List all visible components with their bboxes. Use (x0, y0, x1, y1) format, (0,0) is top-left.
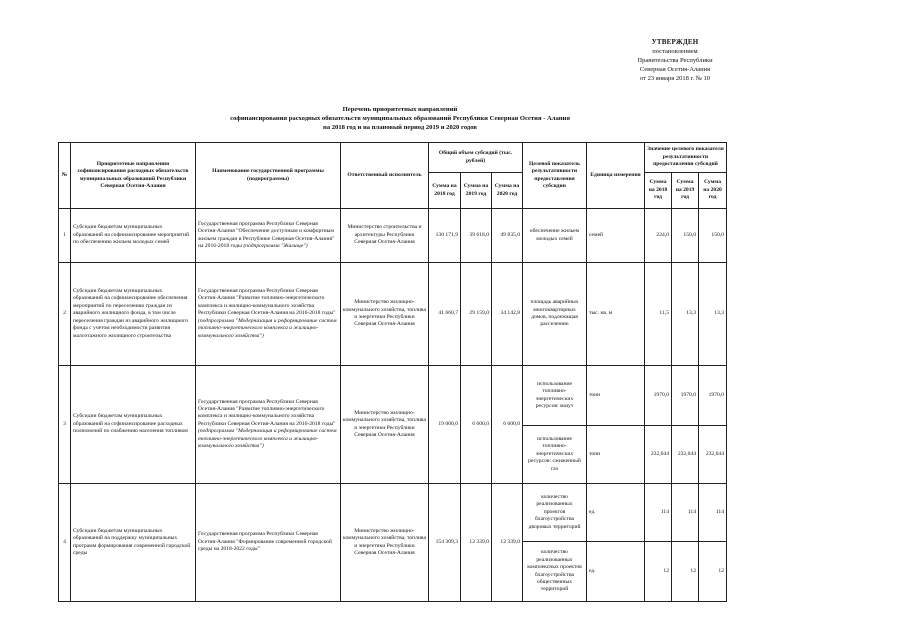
row-sum-2018: 19 000,0 (429, 366, 461, 484)
row-direction: Субсидии бюджетам муниципальных образований на софинансирование обеспечения мероприятий по переселению граждан из аварийного жилищного фонда, в том числе переселения граждан из аварийного жилищного фонда с учетом необходимости развития малоэтажного жилищного строительства (71, 263, 196, 366)
subprogram-name: (подпрограмма "Жилище") (243, 242, 308, 249)
approval-line: Северная Осетия-Алания (639, 66, 711, 73)
row-target-2019: 13,3 (672, 263, 699, 366)
approval-line: Правительства Республики (637, 57, 713, 64)
approval-line: постановлением (652, 48, 698, 55)
table-row (59, 484, 727, 542)
row-sum-2019: 12 339,0 (461, 484, 492, 602)
row-target-2019: 1970,0 (672, 366, 699, 426)
row-num: 4 (59, 484, 71, 602)
table-row (59, 366, 727, 426)
header-target-2018: Сумма на 2018 год (645, 173, 672, 209)
row-unit: тонн (587, 426, 645, 484)
row-responsible: Министерство жилищно-коммунального хозяйства, топлива и энергетики Республики Северная Осетия-Алания (341, 366, 429, 484)
header-responsible: Ответственный исполнитель (341, 143, 429, 209)
program-name: Государственная программа Республики Северная Осетия-Алания "Обеспечение доступным и комфортным жильем граждан в Республике Северная Осетия-Алания" на 2016-2018 годы (198, 220, 335, 249)
row-sum-2020: 49 835,0 (492, 209, 523, 263)
header-sum-2020: Сумма на 2020 год (492, 173, 523, 209)
row-responsible: Министерство жилищно-коммунального хозяйства, топлива и энергетики Республики Северная Осетия-Алания (341, 263, 429, 366)
row-unit: ед. (587, 542, 645, 602)
row-direction: Субсидии бюджетам муниципальных образований на софинансирование мероприятий по обеспечению жильем молодых семей (71, 209, 196, 263)
subprogram-name: (подпрограмма "Модернизация и реформирование систем топливно-энергетического комплекса и жилищно-коммунального хозяйства") (198, 317, 337, 339)
row-target-2019: 114 (672, 484, 699, 542)
row-target-2019: 232,044 (672, 426, 699, 484)
row-target-2020: 1970,0 (699, 366, 727, 426)
row-target-2019: 150,0 (672, 209, 699, 263)
table-row (59, 209, 727, 263)
row-sum-2020: 34 142,8 (492, 263, 523, 366)
row-sum-2019: 29 159,0 (461, 263, 492, 366)
header-direction: Приоритетные направления софинансирования расходных обязательств муниципальных образований Республики Северная Осетия-Алания (71, 143, 196, 209)
row-unit: ед. (587, 484, 645, 542)
header-sum-2018: Сумма на 2018 год (429, 173, 461, 209)
row-num: 2 (59, 263, 71, 366)
program-name: Государственная программа Республики Северная Осетия-Алания "Развитие топливно-энергетического комплекса и жилищно-коммунального хозяйства Республики Северная Осетия-Алания на 2016-2018 годы" (198, 398, 336, 427)
row-target-2018: 224,0 (645, 209, 672, 263)
row-indicator: количество реализованных проектов благоустройства дворовых территорий (523, 484, 587, 542)
title-line: Перечень приоритетных направлений (342, 106, 458, 113)
header-program: Наименование государственной программы (подпрограммы) (196, 143, 341, 209)
row-program (196, 263, 341, 366)
header-indicator: Целевой показатель результативности предоставления субсидии (523, 143, 587, 209)
row-target-2020: 232,044 (699, 426, 727, 484)
row-target-2020: 150,0 (699, 209, 727, 263)
row-sum-2019: 6 600,0 (461, 366, 492, 484)
row-num: 3 (59, 366, 71, 484)
row-target-2020: 13,3 (699, 263, 727, 366)
header-total: Общий объем субсидий (тыс. рублей) (429, 143, 523, 173)
subprogram-name: (подпрограмма "Модернизация и реформирование систем топливно-энергетического комплекса и жилищно-коммунального хозяйства") (198, 428, 337, 450)
row-indicator: использование топливно-энергетических ресурсов: мазут (523, 366, 587, 426)
row-unit: тыс. кв. м (587, 263, 645, 366)
row-target-2019: 12 (672, 542, 699, 602)
row-direction: Субсидии бюджетам муниципальных образований на поддержку муниципальных программ формирования современной городской среды (71, 484, 196, 602)
row-direction: Субсидии бюджетам муниципальных образований на софинансирование расходных полномочий по снабжению населения топливом (71, 366, 196, 484)
row-target-2018: 11,5 (645, 263, 672, 366)
title-line: софинансирования расходных обязательств муниципальных образований Республики Северная Осетия - Алания (230, 115, 570, 122)
approval-stamp (620, 38, 730, 83)
row-program (196, 366, 341, 484)
row-target-2018: 114 (645, 484, 672, 542)
approval-line: от 23 января 2018 г. № 10 (639, 75, 711, 82)
row-sum-2020: 6 600,0 (492, 366, 523, 484)
row-indicator: обеспечение жильем молодых семей (523, 209, 587, 263)
row-indicator: использование топливно-энергетических ресурсов: сжиженный газ (523, 426, 587, 484)
row-program (196, 484, 341, 602)
row-num: 1 (59, 209, 71, 263)
approval-head: УТВЕРЖДЕН (651, 38, 699, 46)
program-name: Государственная программа Республики Северная Осетия-Алания "Формирование современной городской среды на 2018-2022 годы" (198, 531, 332, 553)
header-num: № (59, 143, 71, 209)
row-responsible: Министерство жилищно-коммунального хозяйства, топлива и энергетики Республики Северная Осетия-Алания (341, 484, 429, 602)
table-row (59, 263, 727, 366)
title-line: на 2018 год и на плановый период 2019 и 2020 годов (323, 124, 477, 131)
row-unit: семей (587, 209, 645, 263)
header-target-2019: Сумма на 2019 год (672, 173, 699, 209)
row-sum-2018: 154 309,3 (429, 484, 461, 602)
header-target: Значение целевого показателя результативности предоставления субсидий (645, 143, 727, 173)
header-unit: Единица измерения (587, 143, 645, 209)
row-unit: тонн (587, 366, 645, 426)
header-sum-2019: Сумма на 2019 год (461, 173, 492, 209)
header-target-2020: Сумма на 2020 год (699, 173, 727, 209)
row-sum-2019: 39 618,0 (461, 209, 492, 263)
document-title (175, 105, 625, 132)
row-target-2020: 114 (699, 484, 727, 542)
row-target-2018: 232,044 (645, 426, 672, 484)
row-target-2020: 12 (699, 542, 727, 602)
row-target-2018: 12 (645, 542, 672, 602)
row-sum-2018: 41 660,7 (429, 263, 461, 366)
row-program (196, 209, 341, 263)
row-responsible: Министерство строительства и архитектуры Республики Северная Осетия-Алания (341, 209, 429, 263)
row-indicator: площадь аварийных многоквартирных домов, подлежащая расселению (523, 263, 587, 366)
row-indicator: количество реализованных комплексных проектов благоустройства общественных территорий (523, 542, 587, 602)
row-target-2018: 1970,0 (645, 366, 672, 426)
priority-table (58, 142, 727, 602)
row-sum-2020: 12 339,0 (492, 484, 523, 602)
row-sum-2018: 130 171,9 (429, 209, 461, 263)
program-name: Государственная программа Республики Северная Осетия-Алания "Развитие топливно-энергетического комплекса и жилищно-коммунального хозяйства Республики Северная Осетия-Алания на 2016-2018 годы" (198, 288, 336, 317)
